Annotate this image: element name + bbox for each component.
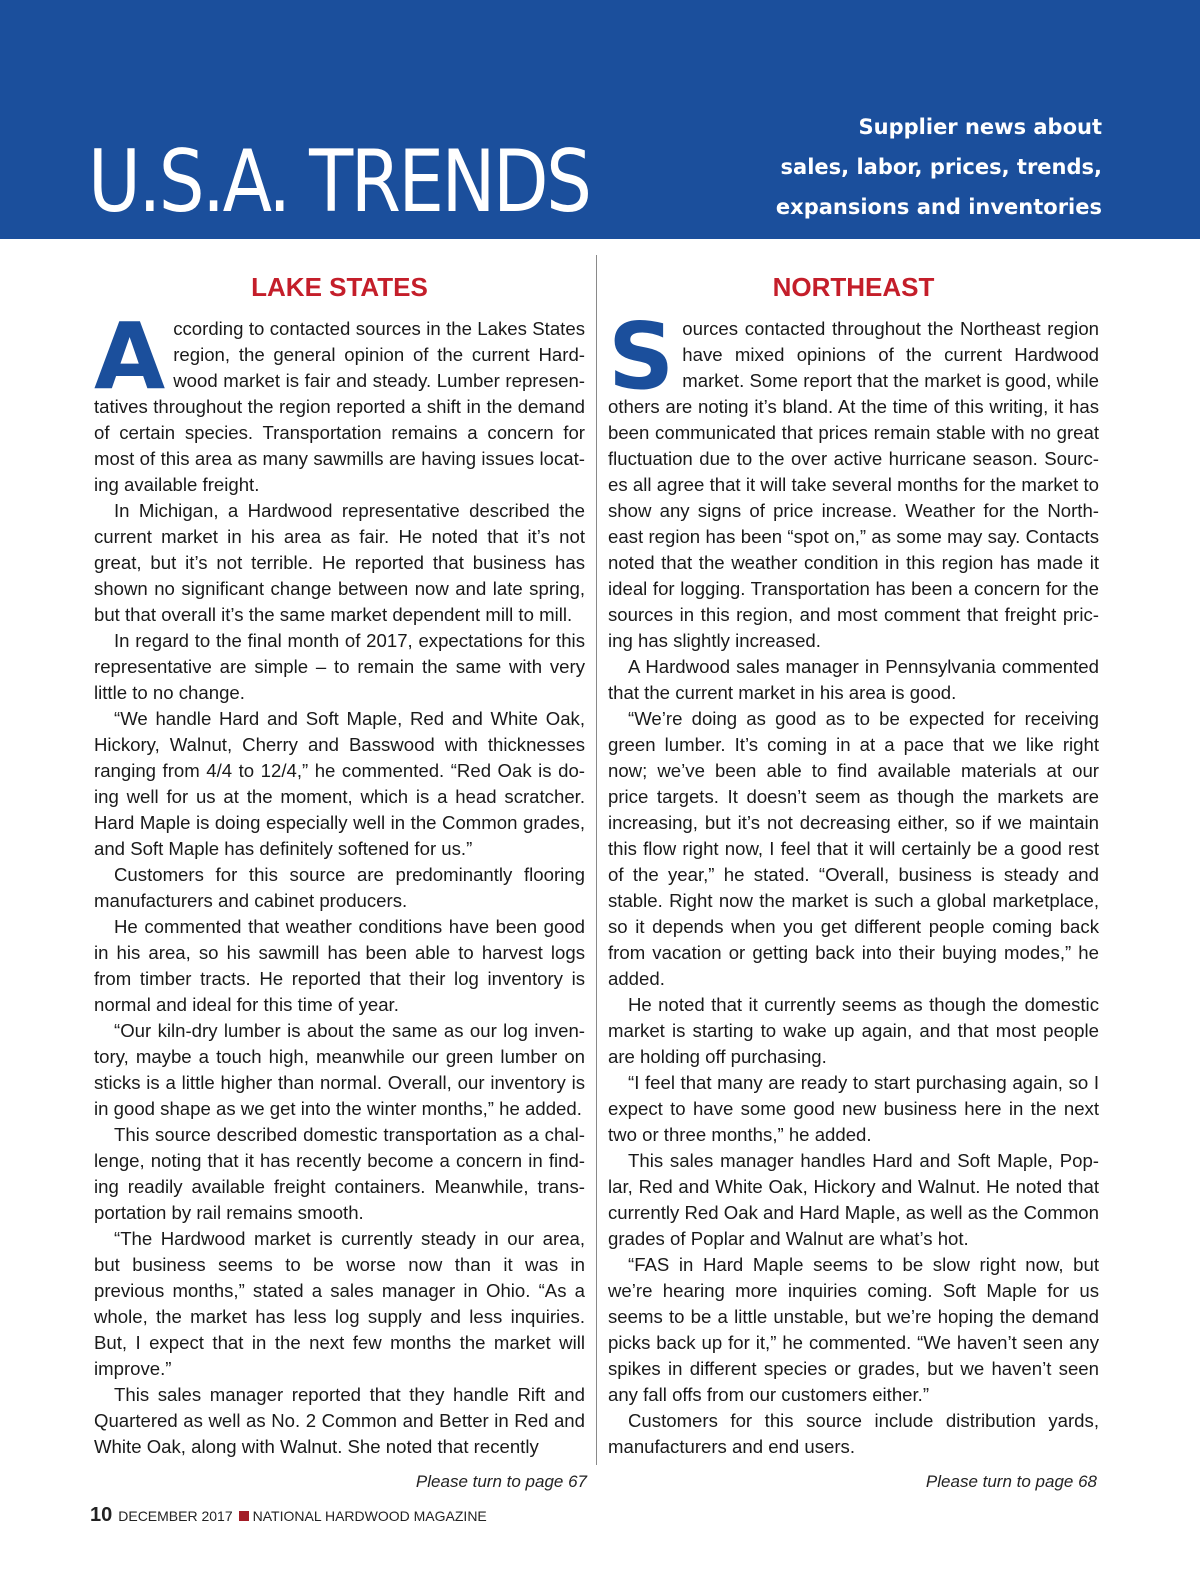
paragraph: “We handle Hard and Soft Maple, Red and White Oak, Hickory, Walnut, Cherry and Basswood with thicknesses ranging from 4/4 to 12/4,” he commented. “Red Oak is doing well for us at the moment, which is a head scratcher. Hard Maple is doing especially well in the Common grades, and Soft Maple has definitely softened for us.” [94,708,585,859]
publication-name: NATIONAL HARDWOOD MAGAZINE [252,1508,487,1524]
paragraph: In regard to the final month of 2017, expectations for this representative are simple – to remain the same with very little to no change. [94,630,585,703]
header-tagline [682,107,1102,227]
paragraph-text: ccording to contacted sources in the Lakes States region, the general opinion of the current Hardwood market is fair and steady. Lumber representatives throughout the region reported a shift in the demand of certain species. Transportation remains a concern for most of this area as many sawmills are having issues locating available freight. [94,318,585,495]
paragraph: “We’re doing as good as to be expected for receiving green lumber. It’s coming in at a pace that we like right now; we’ve been able to find available materials at our price targets. It doesn’t seem as though the markets are increasing, but it’s not decreasing either, so if we maintain this flow right now, I feel that it will certainly be a good rest of the year,” he stated. “Overall, business is steady and stable. Right now the market is such a global marketplace, so it depends when you get different people coming back from vacation or getting back into their buying modes,” he added. [608,708,1099,989]
paragraph: He commented that weather conditions have been good in his area, so his sawmill has been able to harvest logs from timber tracts. He reported that their log inventory is normal and ideal for this time of year. [94,916,585,1015]
page-number: 10 [90,1504,113,1526]
paragraph: This sales manager reported that they handle Rift and Quartered as well as No. 2 Common and Better in Red and White Oak, along with Walnut. She noted that recently [94,1384,585,1457]
issue-date: DECEMBER 2017 [118,1508,233,1524]
tagline-line: sales, labor, prices, trends, [780,155,1102,179]
paragraph: “Our kiln-dry lumber is about the same as our log inventory, maybe a touch high, meanwhile our green lumber on sticks is a little higher than normal. Overall, our inventory is in good shape as we get into the winter months,” he added. [94,1020,585,1119]
tagline-line: Supplier news about [858,115,1102,139]
paragraph: A Hardwood sales manager in Pennsylvania commented that the current market in his area is good. [608,656,1099,703]
continued-note-lake-states: Please turn to page 67 [415,1472,587,1491]
header-banner [0,0,1200,239]
paragraph: “FAS in Hard Maple seems to be slow right now, but we’re hearing more inquiries coming. Soft Maple for us seems to be a little unstable, but we’re hoping the demand picks back up for it,” he commented. “We haven’t seen any spikes in different species or grades, but we haven’t seen any fall offs from our customers either.” [608,1254,1099,1405]
paragraph: Customers for this source are predominantly flooring manufacturers and cabinet producers. [94,864,585,911]
paragraph-text: ources contacted throughout the Northeast region have mixed opinions of the current Hardwood market. Some report that the market is good, while others are noting it’s bland. At the time of this writing, it has been communicated that prices remain stable with no great fluctuation due to the over active hurricane season. Sources all agree that it will take several months for the market to show any signs of price increase. Weather for the Northeast region has been “spot on,” as some may say. Contacts noted that the weather condition in this region has made it ideal for logging. Transportation has been a concern for the sources in this region, and most comment that freight pricing has slightly increased. [608,318,1099,651]
section-heading-lake-states: LAKE STATES [251,272,428,302]
paragraph: “The Hardwood market is currently steady in our area, but business seems to be worse now than it was in previous months,” stated a sales manager in Ohio. “As a whole, the market has less log supply and less inquiries. But, I expect that in the next few months the market will improve.” [94,1228,585,1379]
article-body [608,303,1099,1460]
paragraph [94,303,585,498]
column-divider [596,255,597,1465]
lake-states-column [94,268,585,1460]
page-title: U.S.A. TRENDS [88,132,590,232]
northeast-column [608,268,1099,1460]
drop-cap: A [94,303,166,410]
square-bullet-icon [239,1511,249,1521]
paragraph: This source described domestic transportation as a challenge, noting that it has recently become a concern in finding readily available freight containers. Meanwhile, transportation by rail remains smooth. [94,1124,585,1223]
tagline-line: expansions and inventories [775,195,1102,219]
continued-note-northeast: Please turn to page 68 [925,1472,1097,1491]
drop-cap: S [608,303,675,410]
paragraph: In Michigan, a Hardwood representative described the current market in his area as fair. He noted that it’s not great, but it’s not terrible. He reported that business has shown no significant change between now and late spring, but that overall it’s the same market dependent mill to mill. [94,500,585,625]
paragraph [608,303,1099,654]
paragraph: Customers for this source include distribution yards, manufacturers and end users. [608,1410,1099,1457]
paragraph: “I feel that many are ready to start purchasing again, so I expect to have some good new business here in the next two or three months,” he added. [608,1072,1099,1145]
section-heading-northeast: NORTHEAST [772,272,935,302]
page-footer [90,1503,487,1528]
article-body [94,303,585,1460]
paragraph: This sales manager handles Hard and Soft Maple, Poplar, Red and White Oak, Hickory and Walnut. He noted that currently Red Oak and Hard Maple, as well as the Common grades of Poplar and Walnut are what’s hot. [608,1150,1099,1249]
paragraph: He noted that it currently seems as though the domestic market is starting to wake up again, and that most people are holding off purchasing. [608,994,1099,1067]
